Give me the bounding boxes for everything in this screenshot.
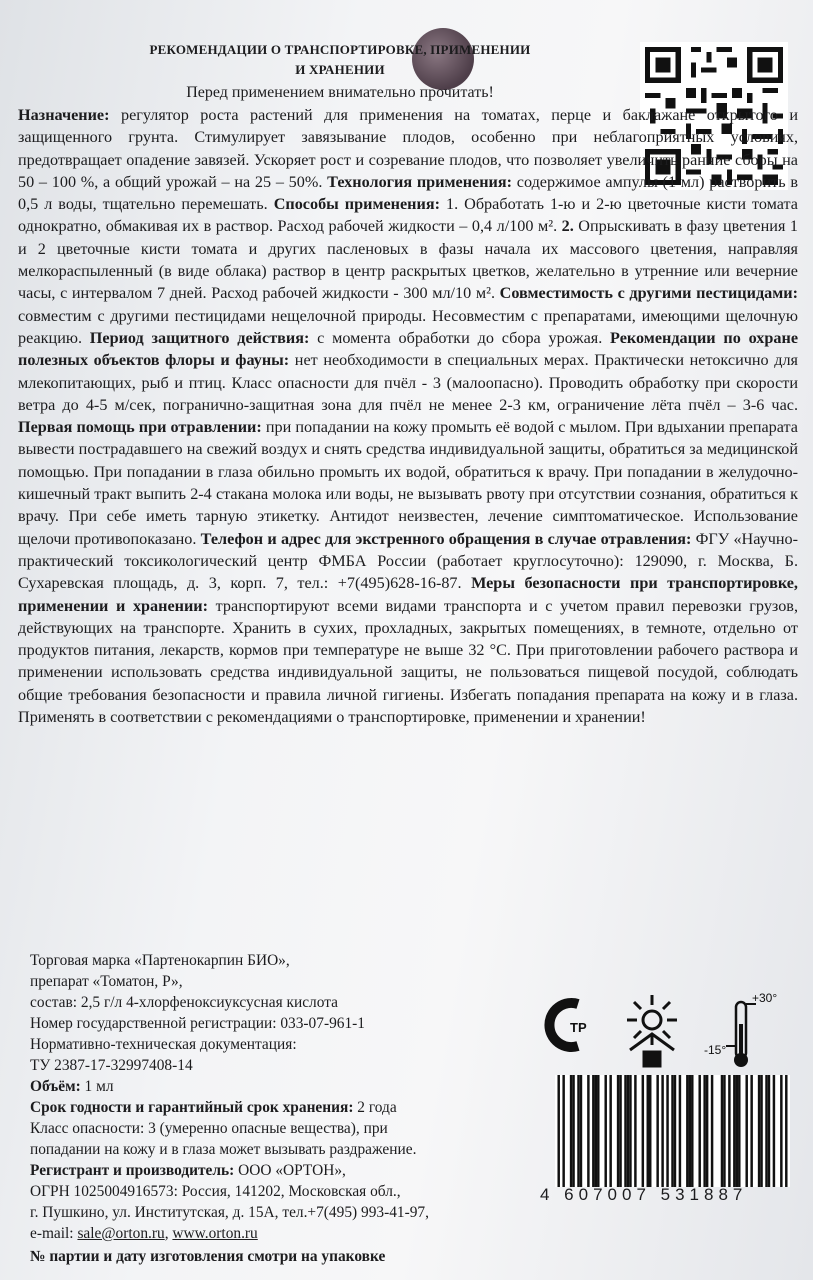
barcode-bar: [768, 1075, 770, 1187]
shelf-life-label: Срок годности и гарантийный срок хранения:: [30, 1099, 354, 1116]
barcode-bar: [562, 1075, 564, 1187]
naznachenie-label: Назначение:: [18, 106, 110, 124]
registrant-label: Регистрант и производитель:: [30, 1162, 235, 1179]
temp-low-label: -15°: [704, 1043, 727, 1057]
barcode-bar: [649, 1075, 651, 1187]
contacts: e-mail: sale@orton.ru, www.orton.ru: [30, 1225, 258, 1242]
barcode-bar: [617, 1075, 619, 1187]
emergency-phone-text: ФГУ «Научно-практический токсикологический центр ФМБА России (работает круглосуточно): 129090, г. Москва, Б. Сухаревская площадь, д. 3, корп. 7, тел.: +7(495)628-16-87.: [18, 529, 798, 593]
barcode-bar: [745, 1075, 747, 1187]
barcode-bar: [572, 1075, 574, 1187]
shelf-life: [30, 1097, 560, 1118]
compat-text: совместим с другими пестицидами нещелочной природы. Несовместим с препаратами, имеющими щелочную реакцию.: [18, 306, 798, 347]
composition: состав: 2,5 г/л 4-хлорфеноксиуксусная кислота: [30, 994, 338, 1011]
method2-text: Опрыскивать в фазу цветения 1 и 2 цветочные кисти томата и других пасленовых в фазы начала их массового цветения, направляя мелкораспыленный (в виде облака) раствор в центр раскрытых цветков, желательно в утренние или вечерние часы, с интервалом 7 дней. Расход рабочей жидкости - 300 мл/10 м².: [18, 217, 798, 303]
subtitle: Перед применением внимательно прочитать!: [186, 84, 494, 101]
trademark: Торговая марка «Партенокарпин БИО»,: [30, 952, 290, 969]
first-aid-text: при попадании на кожу промыть её водой с мылом. При вдыхании препарата вывести пострадавшего на свежий воздух и снять средства индивидуальной защиты, обратиться за медицинской помощью. При попадании в глаза обильно промыть их водой, обратиться к врачу. При попадании в желудочно-кишечный тракт выпить 2-4 стакана молока или воды, не вызывать рвоту при отсутствии сознания, обратиться к врачу. При себе иметь тарную этикетку. Антидот неизвестен, лечение симптоматическое. Использование щелочи противопоказано.: [18, 418, 798, 548]
registrant-value: ООО «ОРТОН»,: [234, 1162, 346, 1179]
barcode-bar: [736, 1075, 738, 1187]
tech-text: содержимое ампулы (1 мл) растворить в 0,5 л воды, тщательно перемешать.: [18, 172, 798, 214]
temp-high-label: +30°: [752, 991, 778, 1005]
barcode-bar: [780, 1075, 782, 1187]
barcode-bar: [723, 1075, 725, 1187]
barcode-bar: [765, 1075, 767, 1187]
email-link[interactable]: sale@orton.ru: [77, 1225, 165, 1242]
barcode-bar: [773, 1075, 775, 1187]
barcode-bar: [557, 1075, 559, 1187]
temperature-range-icon: [704, 991, 777, 1067]
volume-label: Объём:: [30, 1078, 81, 1095]
barcode-bar: [609, 1075, 611, 1187]
barcode-bar: [619, 1075, 621, 1187]
registrant: [30, 1160, 560, 1181]
barcode-bar: [679, 1075, 681, 1187]
website-link[interactable]: www.orton.ru: [172, 1225, 258, 1242]
email-label: e-mail:: [30, 1225, 78, 1242]
keep-from-sunlight-icon: [627, 995, 677, 1066]
barcode-bar: [634, 1075, 636, 1187]
barcode-bar: [570, 1075, 572, 1187]
barcode-bar: [738, 1075, 740, 1187]
barcode-bar: [624, 1075, 626, 1187]
period-text: с момента обработки до сбора урожая.: [309, 328, 611, 347]
registration-number: Номер государственной регистрации: 033-07-961-1: [30, 1015, 365, 1032]
barcode-bar: [666, 1075, 668, 1187]
certification-mark-icon: [549, 1003, 586, 1047]
barcode-bar: [674, 1075, 676, 1187]
header: [80, 40, 600, 104]
compat-label: Совместимость с другими пестицидами:: [499, 284, 798, 303]
barcode-digits: 4 607007 531887: [540, 1185, 748, 1204]
barcode-bar: [721, 1075, 723, 1187]
barcode-bar: [647, 1075, 649, 1187]
batch-note: № партии и дату изготовления смотри на упаковке: [30, 1248, 386, 1265]
barcode-bar: [627, 1075, 629, 1187]
instructions-text: [18, 104, 798, 728]
preparation: препарат «Томатон, Р»,: [30, 973, 183, 990]
emergency-phone-label: Телефон и адрес для экстренного обращения в случае отравления:: [200, 529, 692, 548]
protect-text: нет необходимости в специальных мерах. Практически нетоксично для млекопитающих, рыб и птиц. Класс опасности для пчёл - 3 (малоопасно). Проводить обработку при скорости ветра до 4-5 м/сек, пограничнo-защитная зона для пчёл не менее 2-3 км, ограничение лёта пчёл – 3-6 час.: [18, 351, 798, 414]
barcode-bar: [728, 1075, 730, 1187]
shelf-life-value: 2 года: [353, 1099, 397, 1116]
barcode-bar: [706, 1075, 708, 1187]
svg-text:ТР: ТР: [570, 1020, 587, 1035]
barcode-bar: [711, 1075, 713, 1187]
barcode-bar: [703, 1075, 705, 1187]
safety-label: Меры безопасности при транспортировке, применении и хранении:: [18, 574, 798, 615]
barcode-bar: [689, 1075, 691, 1187]
volume: [30, 1076, 560, 1097]
barcode-bar: [785, 1075, 787, 1187]
barcode-bar: [656, 1075, 658, 1187]
marking-icons: [540, 990, 790, 1070]
barcode-icon: [555, 1075, 790, 1187]
barcode-bar: [760, 1075, 762, 1187]
barcode-bar: [750, 1075, 752, 1187]
hazard-line-1: Класс опасности: 3 (умеренно опасные вещества), при: [30, 1120, 388, 1137]
barcode-bar: [597, 1075, 599, 1187]
method2-label: 2.: [561, 217, 574, 236]
ogrn: ОГРН 1025004916573: Россия, 141202, Московская обл.,: [30, 1183, 401, 1200]
barcode-bar: [592, 1075, 594, 1187]
title-line-2: И ХРАНЕНИИ: [295, 62, 385, 77]
barcode-bar: [733, 1075, 735, 1187]
period-label: Период защитного действия:: [89, 328, 310, 347]
protect-label: Рекомендации по охране полезных объектов флоры и фауны:: [18, 328, 798, 370]
volume-value: 1 мл: [80, 1078, 114, 1095]
product-info: [30, 950, 560, 1267]
first-aid-label: Первая помощь при отравлении:: [18, 418, 262, 437]
methods-label: Способы применения:: [273, 195, 440, 214]
tech-label: Технология применения:: [327, 172, 513, 191]
tu-number: ТУ 2387-17-32997408-14: [30, 1057, 193, 1074]
hazard-line-2: попадании на кожу и в глаза может вызывать раздражение.: [30, 1141, 417, 1158]
barcode-bar: [686, 1075, 688, 1187]
barcode-bar: [587, 1075, 589, 1187]
barcode-bar: [661, 1075, 663, 1187]
barcode-bar: [577, 1075, 579, 1187]
barcode-bar: [671, 1075, 673, 1187]
safety-text: транспортируют всеми видами транспорта и с учетом правил перевозки грузов, действующих на транспорте. Хранить в сухих, прохладных, закрытых помещениях, в темноте, отдельно от продуктов питания, лекарств, кормов при температуре не выше 32 °С. При приготовлении рабочего раствора и применении использовать средства индивидуальной защиты, не пользоваться пищевой посудой, соблюдать общие требования безопасности и правила личной гигиены. Избегать попадания препарата на кожу и в глаза. Применять в соответствии с рекомендациями о транспортировке, применении и хранении!: [18, 596, 798, 727]
title-line-1: РЕКОМЕНДАЦИИ О ТРАНСПОРТИРОВКЕ, ПРИМЕНЕНИИ: [149, 42, 531, 57]
barcode-bar: [691, 1075, 693, 1187]
naznachenie-text: регулятор роста растений для применения на томатах, перце и баклажане открытого и защищенного грунта. Стимулирует завязывание плодов, особенно при неблагоприятных условиях, предотвращает опадение завязей. Ускоряет рост и созревание плодов, что позволяет увеличить ранние сборы на 50 – 100 %, а общий урожай – на 25 – 50%.: [18, 106, 798, 191]
barcode-bar: [595, 1075, 597, 1187]
barcode-bar: [629, 1075, 631, 1187]
barcode-bar: [698, 1075, 700, 1187]
barcode-bar: [642, 1075, 644, 1187]
barcode-bar: [580, 1075, 582, 1187]
address: г. Пушкино, ул. Институтская, д. 15А, тел.+7(495) 993-41-97,: [30, 1204, 429, 1221]
methods-text: 1. Обработать 1-ю и 2-ю цветочные кисти томата однократно, обмакивая их в раствор. Расход рабочей жидкости – 0,4 л/100 м².: [18, 195, 798, 236]
barcode-bar: [758, 1075, 760, 1187]
normative-doc: Нормативно-техническая документация:: [30, 1036, 297, 1053]
barcode-bar: [604, 1075, 606, 1187]
